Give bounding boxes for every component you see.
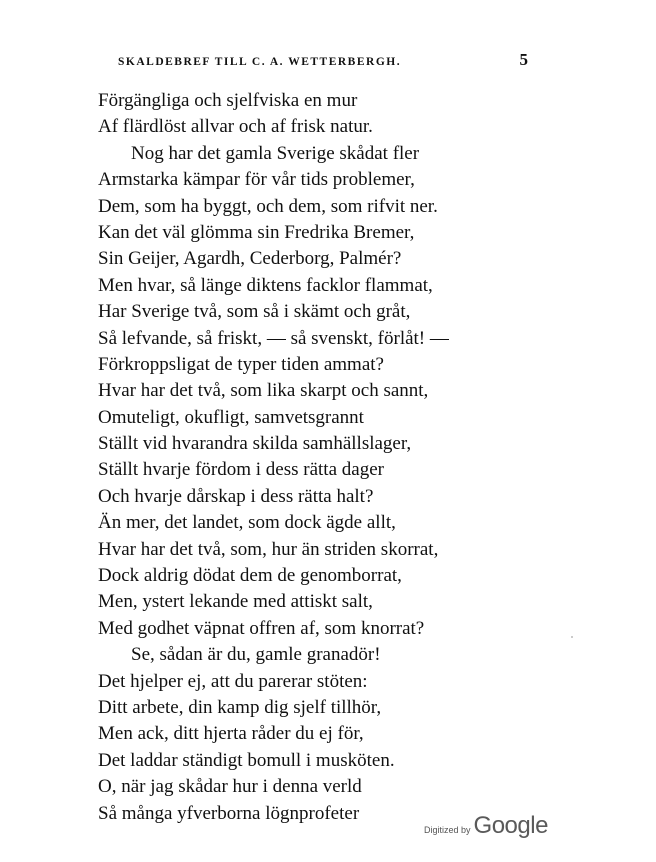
poem-line: Förkroppsligat de typer tiden ammat? bbox=[98, 353, 384, 375]
poem-line: Och hvarje dårskap i dess rätta halt? bbox=[98, 485, 374, 507]
poem-line: O, när jag skådar hur i denna verld bbox=[98, 776, 362, 798]
watermark-prefix: Digitized by bbox=[424, 825, 471, 835]
poem-line: Förgängliga och sjelfviska en mur bbox=[98, 90, 358, 111]
poem-line: Hvar har det två, som lika skarpt och sannt, bbox=[98, 380, 429, 402]
poem-line: Kan det väl glömma sin Fredrika Bremer, bbox=[98, 221, 415, 243]
poem-line: Med godhet väpnat offren af, som knorrat? bbox=[98, 617, 425, 639]
running-title: SKALDEBREF TILL C. A. WETTERBERGH. bbox=[118, 56, 402, 68]
poem-line: Har Sverige två, som så i skämt och gråt, bbox=[98, 301, 411, 323]
poem-line: Sin Geijer, Agardh, Cederborg, Palmér? bbox=[98, 248, 402, 270]
poem-line: Nog har det gamla Sverige skådat fler bbox=[131, 142, 420, 164]
page-header bbox=[118, 50, 528, 74]
poem-line: Det hjelper ej, att du parerar stöten: bbox=[98, 670, 368, 692]
poem-line: Ditt arbete, din kamp dig sjelf tillhör, bbox=[98, 696, 382, 718]
poem-line: Hvar har det två, som, hur än striden skorrat, bbox=[98, 538, 439, 560]
poem-line: Armstarka kämpar för vår tids problemer, bbox=[98, 169, 415, 191]
poem-line: Af flärdlöst allvar och af frisk natur. bbox=[98, 116, 373, 138]
poem-text bbox=[98, 88, 538, 827]
page-number: 5 bbox=[519, 50, 528, 69]
poem-line: Dem, som ha byggt, och dem, som rifvit ner. bbox=[98, 195, 438, 217]
poem-line: Men hvar, så länge diktens facklor flammat, bbox=[98, 274, 433, 296]
poem-line: Men ack, ditt hjerta råder du ej för, bbox=[98, 723, 364, 745]
paper-speck bbox=[571, 636, 573, 638]
poem-line: Ställt vid hvarandra skilda samhällslager, bbox=[98, 433, 412, 455]
poem-line: Ställt hvarje fördom i dess rätta dager bbox=[98, 459, 384, 481]
google-logo: Google bbox=[473, 812, 548, 839]
poem-line: Men, ystert lekande med attiskt salt, bbox=[98, 591, 373, 613]
poem-line: Så lefvande, så friskt, — så svenskt, förlåt! — bbox=[98, 327, 449, 349]
poem-line: Än mer, det landet, som dock ägde allt, bbox=[98, 512, 396, 534]
poem-line: Det laddar ständigt bomull i musköten. bbox=[98, 749, 395, 771]
poem-line: Dock aldrig dödat dem de genomborrat, bbox=[98, 565, 402, 587]
poem-line: Omuteligt, okufligt, samvetsgrannt bbox=[98, 406, 364, 428]
poem-line: Så många yfverborna lögnprofeter bbox=[98, 802, 360, 824]
digitization-watermark bbox=[424, 812, 548, 840]
poem-line: Se, sådan är du, gamle granadör! bbox=[131, 644, 381, 666]
